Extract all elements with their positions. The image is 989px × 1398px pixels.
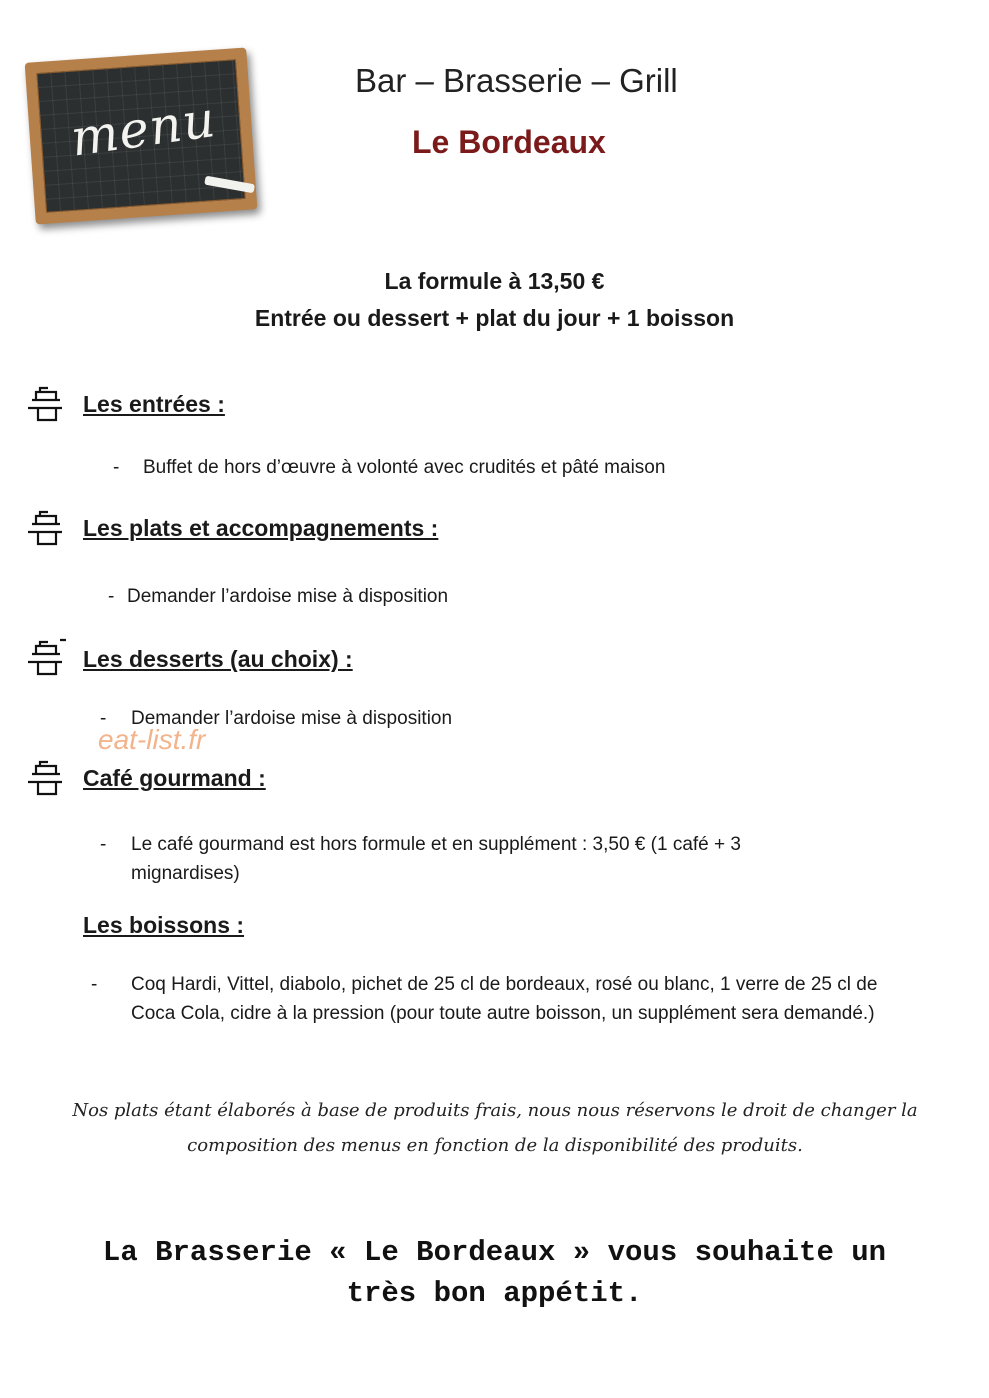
section-title-boissons: Les boissons : <box>83 912 245 938</box>
formula-price: La formule à 13,50 € <box>384 268 605 294</box>
bullet-dash: - <box>100 708 107 729</box>
fresh-products-note: Nos plats étant élaborés à base de produits frais, nous nous réservons le droit de changer la composition des menus en fonction de la disponibilité des produits. <box>72 1100 918 1156</box>
menu-chalkboard-image <box>25 47 258 224</box>
cloche-icon <box>24 758 66 798</box>
section-title-desserts: Les desserts (au choix) : <box>83 646 353 672</box>
cloche-icon <box>24 638 66 678</box>
chalkboard-word: menu <box>67 89 220 168</box>
bullet-dash: - <box>108 586 115 607</box>
closing-message: La Brasserie « Le Bordeaux » vous souhaite un très bon appétit. <box>102 1236 887 1310</box>
chalk-stick <box>204 176 255 194</box>
bullet-dash: - <box>91 974 98 995</box>
section-item: Demander l’ardoise mise à disposition <box>131 708 453 729</box>
bullet-dash: - <box>113 457 120 478</box>
section-title-entrees: Les entrées : <box>83 391 225 417</box>
formula-contents: Entrée ou dessert + plat du jour + 1 boisson <box>254 305 735 331</box>
section-item: Coq Hardi, Vittel, diabolo, pichet de 25 cl de bordeaux, rosé ou blanc, 1 verre de 25 cl de Coca Cola, cidre à la pression (pour toute autre boisson, un supplément sera demandé.) <box>131 974 878 1024</box>
header-subtitle: Bar – Brasserie – Grill <box>355 62 678 99</box>
restaurant-name: Le Bordeaux <box>412 124 606 160</box>
bullet-dash: - <box>100 834 107 855</box>
section-item: Le café gourmand est hors formule et en supplément : 3,50 € (1 café + 3 mignardises) <box>131 834 741 884</box>
section-title-plats: Les plats et accompagnements : <box>83 515 439 541</box>
section-item: Demander l’ardoise mise à disposition <box>127 586 449 607</box>
section-item: Buffet de hors d’œuvre à volonté avec crudités et pâté maison <box>143 457 666 478</box>
cloche-icon <box>24 508 66 548</box>
section-title-cafe-gourmand: Café gourmand : <box>83 765 266 791</box>
watermark: eat-list.fr <box>98 724 206 755</box>
cloche-icon <box>24 384 66 424</box>
chalkboard <box>25 47 258 224</box>
